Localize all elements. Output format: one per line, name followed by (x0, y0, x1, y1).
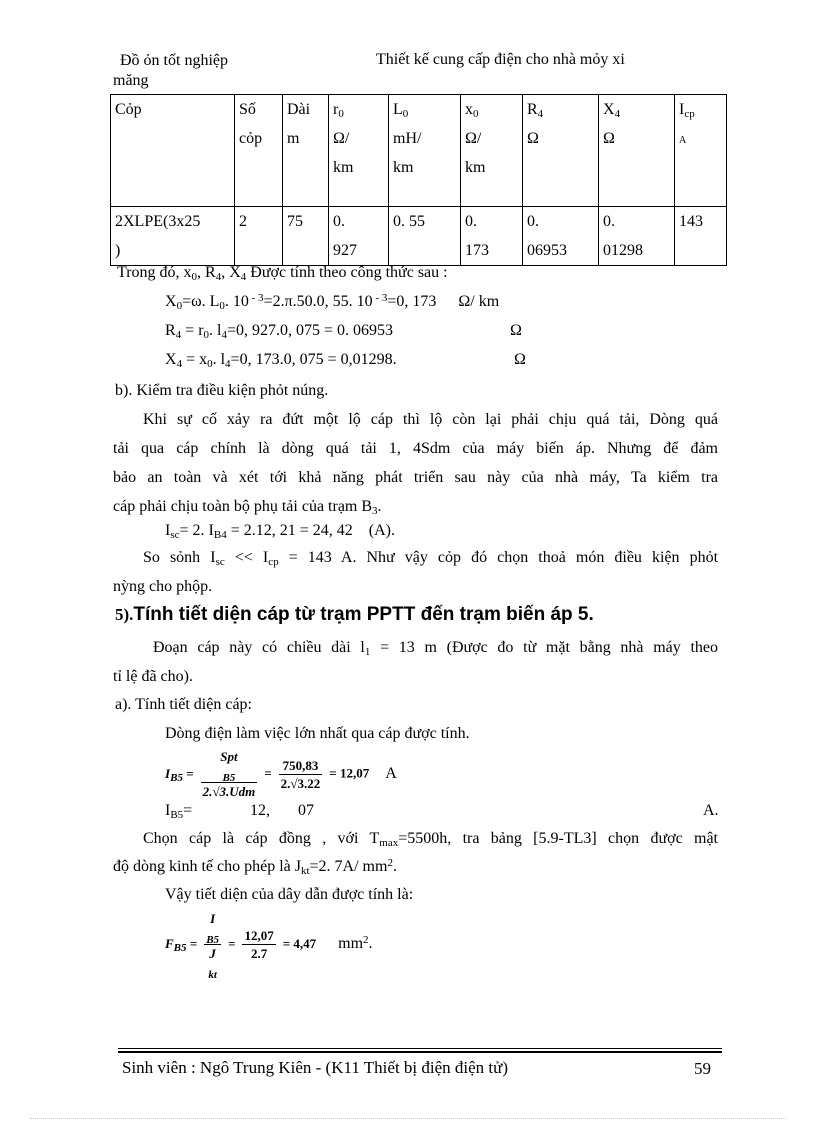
paragraph-line: Vậy tiết diện của dây dẫn được tính là: (165, 886, 414, 903)
equation-ib5: $I_{B5}$ = Spt $_{B5}$ 2.√3.Udm = $\frac{750,83}{2.√3.22}$ = 12,07 A (165, 749, 397, 799)
table-header-row (111, 95, 727, 207)
cell-l0: 0. 55 (389, 207, 461, 266)
comparison-line: nỳng cho phộp. (113, 578, 213, 595)
cell-r0: 0. 927 (329, 207, 389, 266)
header-cell-x0: $x_0$ Ω/ km (461, 95, 523, 207)
header-left-title-continued: măng (113, 72, 149, 89)
header-right-title: Thiết kế cung cấp điện cho nhà mỏy xi (376, 51, 625, 68)
cell-length: 75 (283, 207, 329, 266)
equation-x0: $X_0=\omega$. $L_0$. 10 $^{- 3}$=2.π.50.0, 55. 10 $^{- 3}$=0, 173 Ω/ km (165, 292, 500, 312)
paragraph-line: bảo an toàn và xét tới khả năng phát triển sau này của nhà máy, Ta kiểm tra (113, 469, 718, 486)
paragraph-line: độ dòng kinh tế cho phép là $J_{kt}=2$. 7A/ $mm^2$. (113, 857, 397, 877)
ib5-unit: A. (703, 802, 719, 819)
cell-cable: 2XLPE(3x25 ) (111, 207, 235, 266)
equation-r4-unit: Ω (510, 322, 522, 339)
page-number: 59 (694, 1059, 711, 1078)
paragraph-line: Đoạn cáp này có chiều dài $l_1 = 13$ m (Được đo từ mặt bằng nhà máy theo (153, 639, 719, 658)
ib5-value-b: 07 (298, 802, 314, 819)
header-cell-cable: Cỏp (111, 95, 235, 207)
table-row (111, 207, 727, 266)
fraction-spt: Spt $_{B5}$ 2.√3.Udm (202, 749, 256, 799)
equation-x4: $X_4 = x_0$. $l_4=0$, 173.0, 075 = 0,01298. (165, 351, 397, 370)
cell-x0: 0. 173 (461, 207, 523, 266)
trong-do-line: Trong đó, $x_0$, $R_4$, $X_4$ Được tính theo công thức sau : (117, 264, 448, 283)
equation-fb5: $F_{B5}$ = I $_{B5}$ J $_{kt}$ = $\frac{12,07}{2.7}$ = 4,47 $mm^2$. (165, 911, 373, 981)
cable-parameters-table (110, 94, 727, 266)
paragraph-line: Chọn cáp là cáp đồng , với $T_{max}=5500h$, tra bảng [5.9-TL3] chọn được mật (143, 830, 719, 849)
header-cell-x4: $X_4$ Ω (599, 95, 675, 207)
paragraph-line: Dòng điện làm việc lớn nhất qua cáp được tính. (165, 725, 470, 742)
section-a-title: a). Tính tiết diện cáp: (115, 696, 252, 713)
equation-isc: $I_{sc}= 2$. $I_{B4} = 2.12$, 21 = 24, 42 (A). (165, 522, 395, 541)
header-cell-r4: $R_4$ Ω (523, 95, 599, 207)
footer-rule (118, 1048, 722, 1049)
section-5-heading: 5).Tính tiết diện cáp từ trạm PPTT đến trạm biến áp 5. (115, 604, 594, 625)
header-cell-l0: $L_0$ mH/ km (389, 95, 461, 207)
paragraph-line: cáp phải chịu toàn bộ phụ tải của trạm $B_3$. (113, 498, 382, 517)
paragraph-line: Khi sự cố xảy ra đứt một lộ cáp thì lộ còn lại phải chịu quá tải, Dòng quá (143, 411, 718, 428)
comparison-line: So sỏnh $I_{sc} << I_{cp} = 143$ A. Như vậy cỏp đó chọn thoả món điều kiện phỏt (143, 549, 719, 568)
cell-count: 2 (235, 207, 283, 266)
paragraph-line: tỉ lệ đã cho). (113, 668, 193, 685)
header-cell-r0: $r_0$ Ω/ km (329, 95, 389, 207)
cell-r4: 0. 06953 (523, 207, 599, 266)
header-cell-icp: $I_{cp}$ A (675, 95, 727, 207)
fraction-i-over-j: I $_{B5}$ J $_{kt}$ (206, 911, 220, 981)
section-b-title: b). Kiểm tra điều kiện phỏt núng. (115, 382, 329, 399)
paragraph-line: tải qua cáp chính là dòng quá tải 1, 4Sdm của máy biến áp. Nhưng để đảm (113, 440, 718, 457)
ib5-value-a: 12, (250, 802, 270, 819)
cell-icp: 143 (675, 207, 727, 266)
header-cell-length: Dài m (283, 95, 329, 207)
ib5-result-line: $I_{B5}=$ (165, 802, 193, 821)
header-cell-count: Số cỏp (235, 95, 283, 207)
cell-x4: 0. 01298 (599, 207, 675, 266)
fraction-values: $\frac{12,07}{2.7}$ (244, 928, 274, 961)
header-left-title: Đồ ỏn tốt nghiệp (120, 52, 228, 69)
equation-r4: $R_4 = r_0$. $l_4=0$, 927.0, 075 = 0. 06953 (165, 322, 394, 341)
fraction-values: $\frac{750,83}{2.√3.22}$ (280, 757, 321, 791)
page-edge-dots (30, 1118, 786, 1119)
footer-student: Sinh viên : Ngô Trung Kiên - (K11 Thiết bị điện điện tử) (122, 1058, 509, 1077)
equation-x4-unit: Ω (514, 351, 526, 368)
